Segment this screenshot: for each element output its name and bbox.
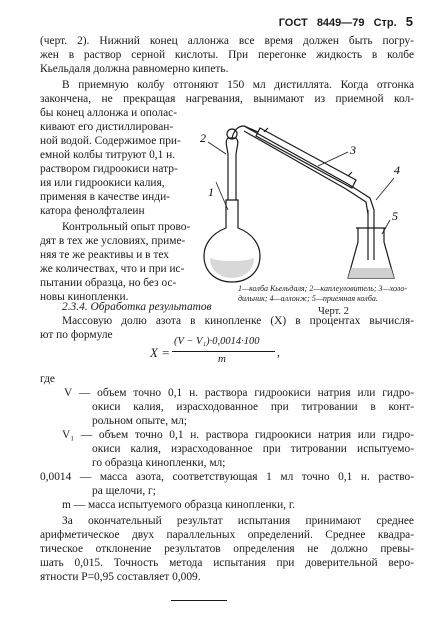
mass-line: Массовую долю азота в кинопленке (X) в процентах вычисля- bbox=[62, 315, 414, 327]
wrap-line: кивают его дистиллирован- bbox=[40, 121, 174, 133]
wrap-line: дят в тех же условиях, приме- bbox=[40, 235, 186, 247]
formula-lhs: X = bbox=[150, 345, 170, 360]
wrap-line: катора фенолфталеин bbox=[40, 205, 145, 217]
drop-trap bbox=[226, 138, 238, 172]
figure-title: Черт. 2 bbox=[318, 306, 349, 317]
condenser bbox=[256, 128, 356, 188]
final-line: За окончательный результат испытания принимают среднее bbox=[62, 515, 414, 527]
page-header bbox=[273, 14, 413, 29]
wrap-line: закончена, не прекращая нагревания, вынимают из приемной кол- bbox=[40, 93, 414, 105]
apparatus-figure bbox=[198, 110, 420, 285]
final-line: шать 0,015. Точность метода испытания при доверительной веро- bbox=[40, 557, 414, 569]
figure-caption-line: 1—колба Кьельдаля; 2—каплеуловитель; 3—холо- bbox=[238, 284, 408, 293]
definition-line: 0,0014 — масса азота, соответствующая 1 мл точно 0,1 н. раство- bbox=[40, 471, 414, 483]
allonge bbox=[346, 184, 374, 214]
where-label: где bbox=[40, 373, 55, 385]
figure-label-5: 5 bbox=[392, 209, 398, 223]
figure-label-3: 3 bbox=[350, 143, 356, 157]
wrap-line: ной водой. Содержимое при- bbox=[40, 135, 181, 147]
formula-denominator: m bbox=[218, 353, 226, 365]
final-line: тическое отклонение результатов определения не должно превы- bbox=[40, 543, 414, 555]
definition-line: окиси калия, израсходованное при титровании в конт- bbox=[92, 401, 414, 413]
body-line: Кьельдаля должна равномерно кипеть. bbox=[40, 63, 229, 75]
wrap-line: емной колбы титруют 0,1 н. bbox=[40, 149, 176, 161]
definition-line: V₁ — объем точно 0,1 н. раствора гидроокиси натрия или гидро- bbox=[62, 429, 414, 441]
definition-line: m — масса испытуемого образца кинопленки, г. bbox=[62, 499, 296, 511]
figure-label-1: 1 bbox=[208, 185, 214, 199]
section-heading: 2.3.4. Обработка результатов bbox=[62, 301, 212, 313]
wrap-line: В приемную колбу отгоняют 150 мл дистиллята. Когда отгонка bbox=[62, 79, 414, 91]
body-line: (черт. 2). Нижний конец аллонжа все время должен быть погру- bbox=[40, 35, 414, 47]
wrap-line: новы кинопленки. bbox=[40, 291, 129, 303]
nitrogen-formula bbox=[150, 336, 310, 370]
wrap-line: же количествах, что и при ис- bbox=[40, 263, 185, 275]
formula-numerator: (V − V₁)·0,0014·100 bbox=[174, 336, 260, 347]
figure-label-4: 4 bbox=[394, 163, 400, 177]
definition-line: рольном опыте, мл; bbox=[92, 415, 187, 427]
definition-line: го образца кинопленки, мл; bbox=[92, 457, 226, 469]
wrap-line: Контрольный опыт прово- bbox=[62, 221, 191, 233]
wrap-line: бы конец аллонжа и ополас- bbox=[40, 107, 177, 119]
final-line: арифметическое двух параллельных определений. Среднее квадра- bbox=[40, 529, 414, 541]
definition-line: окиси калия, израсходованное при титровании испытуемо- bbox=[92, 443, 414, 455]
wrap-line: няя те же реактивы и в тех bbox=[40, 249, 169, 261]
wrap-line: пытании образца, но без ос- bbox=[40, 277, 177, 289]
figure-caption-line: дильник; 4—аллонж; 5—приемная колба. bbox=[238, 294, 378, 303]
wrap-line: раствором гидроокиси натр- bbox=[40, 163, 178, 175]
formula-fraction-bar bbox=[172, 351, 275, 352]
header-number: 8449—79 bbox=[316, 17, 365, 29]
header-standard: ГОСТ bbox=[278, 17, 308, 29]
closing-rule bbox=[171, 600, 227, 601]
header-page-number: 5 bbox=[405, 14, 413, 29]
wrap-line: применяя в качестве инди- bbox=[40, 191, 170, 203]
figure-label-2: 2 bbox=[200, 131, 206, 145]
definition-line: ра щелочи, г; bbox=[92, 485, 156, 497]
body-line: жен в раствор серной кислоты. При перегонке жидкость в колбе bbox=[40, 49, 414, 61]
header-page-label: Стр. bbox=[373, 17, 397, 29]
final-line: ятности P=0,95 составляет 0,009. bbox=[40, 571, 201, 583]
mass-line: ют по формуле bbox=[40, 329, 113, 341]
wrap-line: ия или гидроокиси калия, bbox=[40, 177, 165, 189]
definition-line: V — объем точно 0,1 н. раствора гидроокиси натрия или гидро- bbox=[64, 387, 414, 399]
formula-trailing: , bbox=[277, 345, 280, 359]
